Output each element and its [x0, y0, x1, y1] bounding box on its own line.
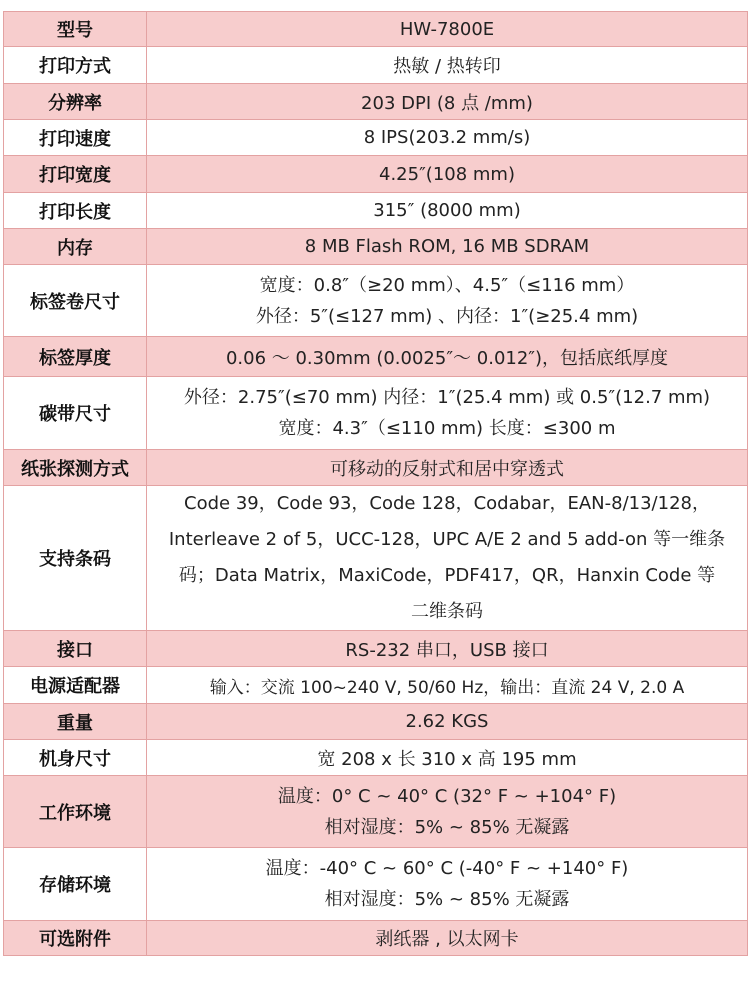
- spec-label: 纸张探测方式: [4, 450, 147, 486]
- spec-label: 打印方式: [4, 47, 147, 84]
- spec-row-print-method: [4, 47, 748, 84]
- spec-row-weight: [4, 704, 748, 740]
- spec-value: 宽 208 x 长 310 x 高 195 mm: [147, 740, 748, 776]
- spec-row-interface: [4, 631, 748, 667]
- spec-label: 内存: [4, 229, 147, 265]
- spec-value: 外径：2.75″(≤70 mm) 内径：1″(25.4 mm) 或 0.5″(12.7 mm) 宽度：4.3″（≤110 mm) 长度：≤300 m: [147, 377, 748, 450]
- spec-value: 宽度：0.8″（≥20 mm）、4.5″（≤116 mm） 外径：5″(≤127 mm) 、内径：1″(≥25.4 mm): [147, 265, 748, 337]
- spec-row-dimensions: [4, 740, 748, 776]
- spec-row-ribbon-size: [4, 377, 748, 450]
- spec-value: 温度：-40° C ~ 60° C (-40° F ~ +140° F) 相对湿度：5% ~ 85% 无凝露: [147, 848, 748, 921]
- spec-row-print-width: [4, 156, 748, 193]
- spec-value: 温度：0° C ~ 40° C (32° F ~ +104° F) 相对湿度：5% ~ 85% 无凝露: [147, 776, 748, 848]
- spec-label: 分辨率: [4, 84, 147, 120]
- spec-label: 机身尺寸: [4, 740, 147, 776]
- spec-row-label-roll-size: [4, 265, 748, 337]
- spec-row-memory: [4, 229, 748, 265]
- spec-label: 打印速度: [4, 120, 147, 156]
- spec-value: 315″ (8000 mm): [147, 193, 748, 229]
- spec-value: 剥纸器 , 以太网卡: [147, 921, 748, 956]
- spec-value: 203 DPI (8 点 /mm): [147, 84, 748, 120]
- spec-row-model: [4, 12, 748, 47]
- spec-value: 2.62 KGS: [147, 704, 748, 740]
- spec-label: 存储环境: [4, 848, 147, 921]
- spec-label: 重量: [4, 704, 147, 740]
- spec-row-label-thickness: [4, 337, 748, 377]
- spec-label: 电源适配器: [4, 667, 147, 704]
- spec-row-print-speed: [4, 120, 748, 156]
- spec-row-barcodes: [4, 486, 748, 631]
- spec-value: 8 IPS(203.2 mm/s): [147, 120, 748, 156]
- spec-value: 8 MB Flash ROM, 16 MB SDRAM: [147, 229, 748, 265]
- spec-value: 可移动的反射式和居中穿透式: [147, 450, 748, 486]
- spec-label: 支持条码: [4, 486, 147, 631]
- spec-value: 4.25″(108 mm): [147, 156, 748, 193]
- spec-value: 0.06 ～ 0.30mm (0.0025″～ 0.012″)，包括底纸厚度: [147, 337, 748, 377]
- spec-row-power-adapter: [4, 667, 748, 704]
- spec-value: HW-7800E: [147, 12, 748, 47]
- spec-label: 打印宽度: [4, 156, 147, 193]
- spec-label: 标签厚度: [4, 337, 147, 377]
- spec-row-operating-environment: [4, 776, 748, 848]
- spec-label: 接口: [4, 631, 147, 667]
- spec-label: 可选附件: [4, 921, 147, 956]
- spec-value: RS-232 串口，USB 接口: [147, 631, 748, 667]
- spec-value: Code 39，Code 93，Code 128，Codabar，EAN-8/13/128， Interleave 2 of 5，UCC-128，UPC A/E 2 and 5 add-on 等一维条 码；Data Matrix，MaxiCode，PDF417，QR，Hanxin Code 等 二维条码: [147, 486, 748, 631]
- spec-table: [3, 11, 748, 956]
- spec-label: 工作环境: [4, 776, 147, 848]
- spec-label: 型号: [4, 12, 147, 47]
- spec-label: 碳带尺寸: [4, 377, 147, 450]
- spec-row-paper-sensor: [4, 450, 748, 486]
- spec-row-print-length: [4, 193, 748, 229]
- spec-row-optional-accessories: [4, 921, 748, 956]
- spec-value: 输入：交流 100~240 V, 50/60 Hz，输出：直流 24 V, 2.0 A: [147, 667, 748, 704]
- spec-row-resolution: [4, 84, 748, 120]
- spec-label: 打印长度: [4, 193, 147, 229]
- spec-label: 标签卷尺寸: [4, 265, 147, 337]
- spec-row-storage-environment: [4, 848, 748, 921]
- spec-value: 热敏 / 热转印: [147, 47, 748, 84]
